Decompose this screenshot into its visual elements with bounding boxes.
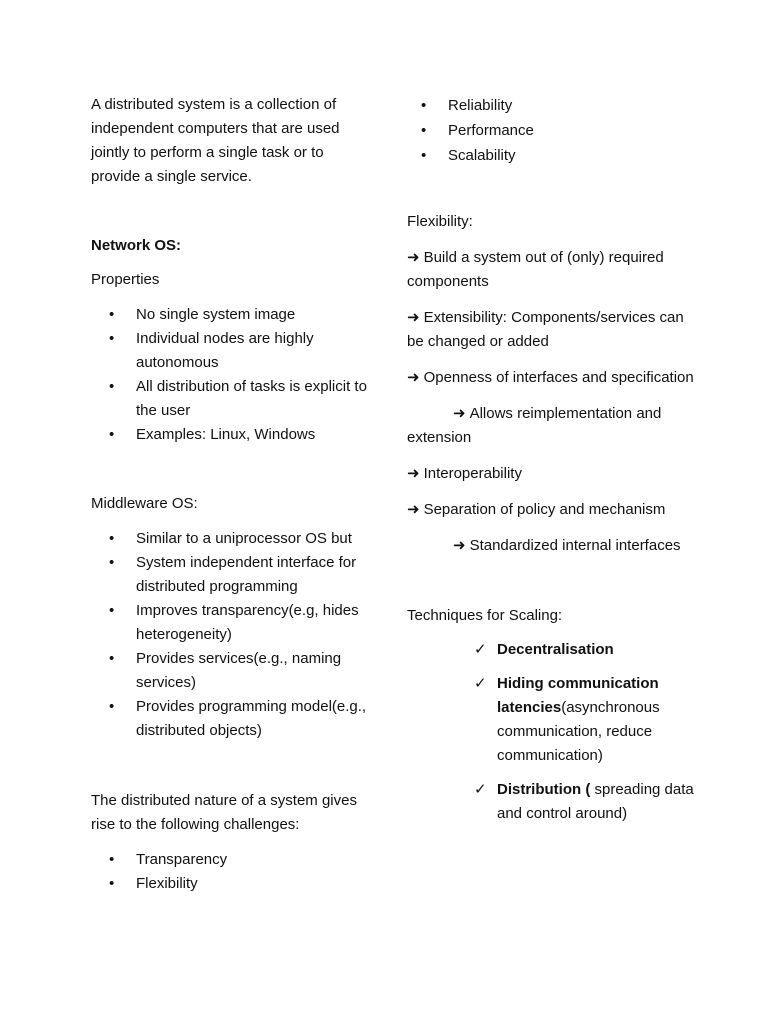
- list-item: • Scalability: [403, 143, 697, 168]
- list-item: [407, 638, 697, 662]
- network-os-list: [91, 303, 371, 447]
- flex-item-text: Interoperability: [423, 465, 522, 482]
- list-item: • Performance: [403, 118, 697, 143]
- checkmark-icon: ✓: [474, 675, 487, 692]
- scaling-heading: Techniques for Scaling:: [407, 607, 563, 624]
- flex-item-text: Separation of policy and mechanism: [423, 501, 666, 518]
- list-item: [407, 672, 697, 768]
- challenges-list-left: [91, 848, 371, 896]
- list-item: • Examples: Linux, Windows: [91, 423, 371, 447]
- arrow-icon: ➜: [407, 309, 420, 326]
- flex-subitem-text: Standardized internal interfaces: [469, 537, 681, 554]
- flex-item: [407, 246, 697, 294]
- list-item: [407, 778, 697, 826]
- flex-subitem: [407, 534, 697, 558]
- list-item: • Transparency: [91, 848, 371, 872]
- challenges-intro: The distributed nature of a system gives rise to the following challenges:: [91, 792, 357, 833]
- checkmark-icon: ✓: [474, 641, 487, 658]
- flex-item: [407, 462, 697, 486]
- middleware-heading: Middleware OS:: [91, 495, 198, 512]
- list-item: • No single system image: [91, 303, 371, 327]
- flex-item: [407, 366, 697, 390]
- scaling-rest: spreading data and control around): [497, 781, 694, 822]
- list-item: • System independent interface for distributed programming: [91, 551, 371, 599]
- scaling-bold: Hiding communication latencies: [497, 675, 659, 716]
- list-item: • All distribution of tasks is explicit to the user: [91, 375, 371, 423]
- flex-item: [407, 498, 697, 522]
- list-item: • Reliability: [403, 93, 697, 118]
- intro-paragraph: A distributed system is a collection of independent computers that are used jointly to perform a single task or to provide a single service.: [91, 96, 340, 185]
- list-item: • Flexibility: [91, 872, 371, 896]
- properties-label: Properties: [91, 271, 160, 288]
- list-item: • Improves transparency(e.g, hides heterogeneity): [91, 599, 371, 647]
- flex-subitem-text: Allows reimplementation and extension: [407, 405, 662, 446]
- flex-item-text: Build a system out of (only) required components: [407, 249, 664, 290]
- arrow-icon: ➜: [453, 405, 466, 422]
- flex-item-text: Extensibility: Components/services can be changed or added: [407, 309, 684, 350]
- checkmark-icon: ✓: [474, 781, 487, 798]
- arrow-icon: ➜: [407, 465, 420, 482]
- arrow-icon: ➜: [407, 369, 420, 386]
- flex-subitem: [407, 402, 697, 450]
- list-item: • Similar to a uniprocessor OS but: [91, 527, 371, 551]
- list-item: • Provides services(e.g., naming services): [91, 647, 371, 695]
- list-item: • Provides programming model(e.g., distributed objects): [91, 695, 371, 743]
- challenges-list-right: [403, 93, 697, 168]
- flex-item-text: Openness of interfaces and specification: [423, 369, 694, 386]
- left-column: [91, 93, 371, 896]
- middleware-list: [91, 527, 371, 743]
- flex-item: [407, 306, 697, 354]
- arrow-icon: ➜: [407, 249, 420, 266]
- list-item: • Individual nodes are highly autonomous: [91, 327, 371, 375]
- arrow-icon: ➜: [407, 501, 420, 518]
- flexibility-heading: Flexibility:: [407, 213, 473, 230]
- network-os-heading: Network OS:: [91, 237, 182, 254]
- right-column: [407, 93, 697, 826]
- arrow-icon: ➜: [453, 537, 466, 554]
- scaling-rest: (asynchronous communication, reduce communication): [497, 699, 660, 764]
- scaling-list: [407, 638, 697, 826]
- scaling-bold: Distribution (: [497, 781, 591, 798]
- scaling-bold: Decentralisation: [497, 641, 614, 658]
